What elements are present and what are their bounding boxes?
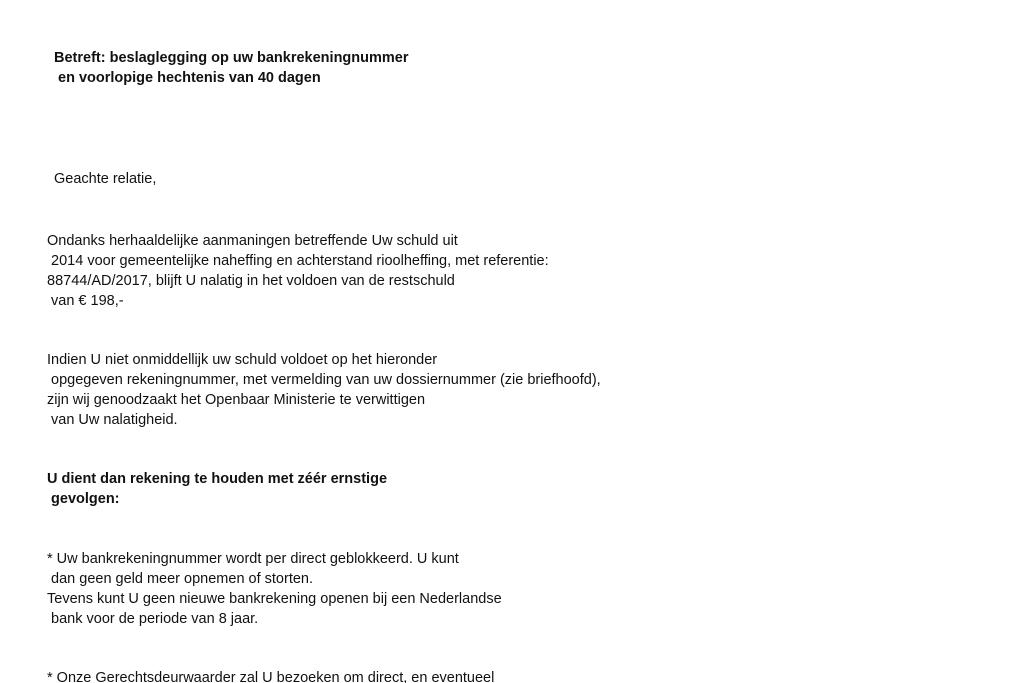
salutation: Geachte relatie, <box>54 171 157 187</box>
bullet-1-line-4: bank voor de periode van 8 jaar. <box>47 611 259 627</box>
paragraph-1-line-4: van € 198,- <box>47 293 124 309</box>
paragraph-1-line-3: 88744/AD/2017, blijft U nalatig in het voldoen van de restschuld <box>47 273 455 289</box>
bullet-1-line-2: dan geen geld meer opnemen of storten. <box>47 571 314 587</box>
bullet-1-line-3: Tevens kunt U geen nieuwe bankrekening openen bij een Nederlandse <box>47 591 502 607</box>
paragraph-1-line-1: Ondanks herhaaldelijke aanmaningen betreffende Uw schuld uit <box>47 233 458 249</box>
bullet-1-line-1: * Uw bankrekeningnummer wordt per direct geblokkeerd. U kunt <box>47 551 459 567</box>
warning-line-2: gevolgen: <box>47 491 120 507</box>
paragraph-1-line-2: 2014 voor gemeentelijke naheffing en achterstand rioolheffing, met referentie: <box>47 253 549 269</box>
paragraph-2-line-3: zijn wij genoodzaakt het Openbaar Ministerie te verwittigen <box>47 392 426 408</box>
paragraph-2-line-1: Indien U niet onmiddellijk uw schuld voldoet op het hieronder <box>47 352 438 368</box>
warning-line-1: U dient dan rekening te houden met zéér ernstige <box>47 471 388 487</box>
subject-line-2: en voorlopige hechtenis van 40 dagen <box>54 70 321 86</box>
bullet-2-line-1: * Onze Gerechtsdeurwaarder zal U bezoeken om direct, en eventueel <box>47 670 495 683</box>
paragraph-2-line-4: van Uw nalatigheid. <box>47 412 178 428</box>
subject-line-1: Betreft: beslaglegging op uw bankrekeningnummer <box>54 50 409 66</box>
paragraph-2-line-2: opgegeven rekeningnummer, met vermelding van uw dossiernummer (zie briefhoofd), <box>47 372 601 388</box>
